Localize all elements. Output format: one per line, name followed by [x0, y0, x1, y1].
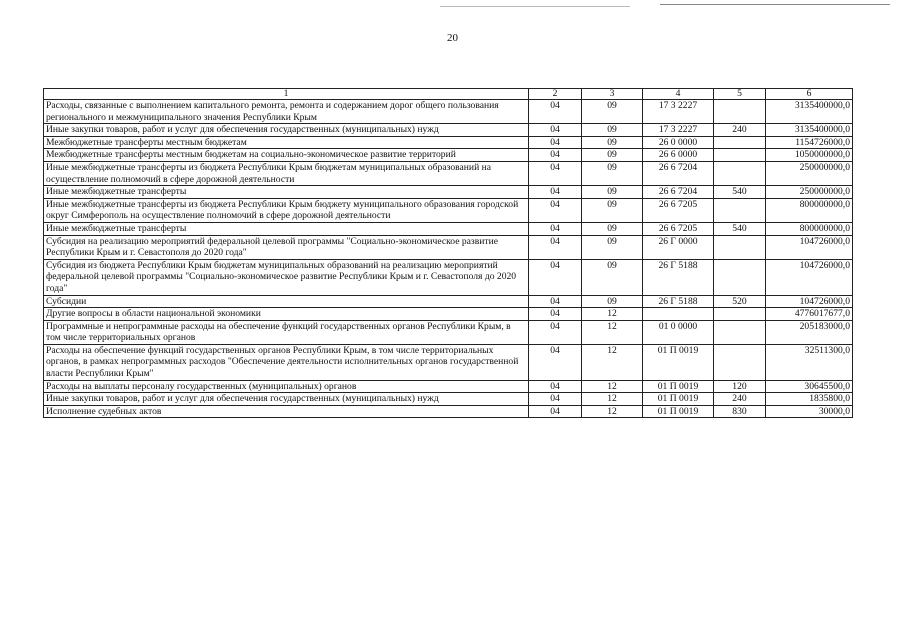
row-subsection-cell: 12	[582, 344, 643, 380]
row-target-cell: 26 Г 5188	[643, 259, 714, 295]
table-row	[44, 308, 853, 321]
row-section-cell: 04	[529, 161, 582, 185]
row-target-cell: 26 6 7205	[643, 198, 714, 222]
row-section-cell: 04	[529, 235, 582, 259]
table-row	[44, 259, 853, 295]
row-section-cell: 04	[529, 295, 582, 308]
row-sum-cell: 30000,0	[766, 405, 853, 418]
row-name-cell: Иные межбюджетные трансферты	[44, 222, 529, 235]
row-subsection-cell: 09	[582, 136, 643, 149]
row-target-cell: 01 П 0019	[643, 393, 714, 406]
row-expense-type-cell: 120	[714, 380, 766, 393]
table-row	[44, 380, 853, 393]
row-expense-type-cell: 540	[714, 186, 766, 199]
table-row	[44, 344, 853, 380]
column-header: 4	[643, 89, 714, 100]
row-subsection-cell: 12	[582, 380, 643, 393]
column-header: 1	[44, 89, 529, 100]
row-name-cell: Межбюджетные трансферты местным бюджетам на социально-экономическое развитие территорий	[44, 149, 529, 162]
column-header: 6	[766, 89, 853, 100]
row-sum-cell: 250000000,0	[766, 186, 853, 199]
row-target-cell: 17 3 2227	[643, 124, 714, 137]
row-target-cell: 26 0 0000	[643, 136, 714, 149]
row-subsection-cell: 09	[582, 198, 643, 222]
row-expense-type-cell	[714, 161, 766, 185]
row-subsection-cell: 09	[582, 186, 643, 199]
table-row	[44, 405, 853, 418]
row-expense-type-cell	[714, 198, 766, 222]
row-name-cell: Иные межбюджетные трансферты	[44, 186, 529, 199]
row-section-cell: 04	[529, 149, 582, 162]
table-row	[44, 100, 853, 124]
row-section-cell: 04	[529, 198, 582, 222]
table-row	[44, 235, 853, 259]
row-name-cell: Субсидия на реализацию мероприятий федеральной целевой программы "Социально-экономическое развитие Республики Крым и г. Севастополя до 2020 года"	[44, 235, 529, 259]
row-subsection-cell: 12	[582, 320, 643, 344]
row-sum-cell: 205183000,0	[766, 320, 853, 344]
row-target-cell: 01 П 0019	[643, 344, 714, 380]
row-sum-cell: 104726000,0	[766, 235, 853, 259]
column-header: 3	[582, 89, 643, 100]
row-target-cell: 01 П 0019	[643, 380, 714, 393]
row-target-cell	[643, 308, 714, 321]
row-target-cell: 17 3 2227	[643, 100, 714, 124]
row-target-cell: 01 0 0000	[643, 320, 714, 344]
budget-table	[43, 88, 853, 418]
scan-artifact-line	[660, 4, 890, 5]
row-section-cell: 04	[529, 393, 582, 406]
row-name-cell: Субсидии	[44, 295, 529, 308]
row-expense-type-cell	[714, 235, 766, 259]
row-subsection-cell: 09	[582, 222, 643, 235]
row-section-cell: 04	[529, 186, 582, 199]
row-expense-type-cell	[714, 136, 766, 149]
table-row	[44, 295, 853, 308]
row-subsection-cell: 09	[582, 100, 643, 124]
row-name-cell: Иные межбюджетные трансферты из бюджета Республики Крым бюджетам муниципальных образований на осуществление полномочий в сфере дорожной деятельности	[44, 161, 529, 185]
row-section-cell: 04	[529, 380, 582, 393]
row-expense-type-cell	[714, 344, 766, 380]
row-subsection-cell: 09	[582, 295, 643, 308]
page-number: 20	[447, 32, 458, 44]
row-subsection-cell: 12	[582, 308, 643, 321]
table-row	[44, 186, 853, 199]
row-expense-type-cell: 240	[714, 124, 766, 137]
row-name-cell: Другие вопросы в области национальной экономики	[44, 308, 529, 321]
row-sum-cell: 3135400000,0	[766, 100, 853, 124]
row-expense-type-cell: 240	[714, 393, 766, 406]
row-sum-cell: 30645500,0	[766, 380, 853, 393]
table-row	[44, 320, 853, 344]
row-target-cell: 01 П 0019	[643, 405, 714, 418]
table-row	[44, 136, 853, 149]
table-body	[44, 100, 853, 418]
row-name-cell: Иные закупки товаров, работ и услуг для обеспечения государственных (муниципальных) нужд	[44, 124, 529, 137]
row-sum-cell: 3135400000,0	[766, 124, 853, 137]
table-row	[44, 149, 853, 162]
row-expense-type-cell: 540	[714, 222, 766, 235]
row-expense-type-cell: 520	[714, 295, 766, 308]
row-subsection-cell: 09	[582, 149, 643, 162]
row-name-cell: Исполнение судебных актов	[44, 405, 529, 418]
row-sum-cell: 32511300,0	[766, 344, 853, 380]
row-subsection-cell: 12	[582, 405, 643, 418]
row-sum-cell: 1835800,0	[766, 393, 853, 406]
row-expense-type-cell: 830	[714, 405, 766, 418]
row-sum-cell: 1050000000,0	[766, 149, 853, 162]
row-sum-cell: 250000000,0	[766, 161, 853, 185]
table-row	[44, 161, 853, 185]
row-target-cell: 26 6 7205	[643, 222, 714, 235]
row-section-cell: 04	[529, 308, 582, 321]
row-target-cell: 26 Г 0000	[643, 235, 714, 259]
row-section-cell: 04	[529, 136, 582, 149]
table-row	[44, 198, 853, 222]
row-section-cell: 04	[529, 124, 582, 137]
row-target-cell: 26 6 7204	[643, 161, 714, 185]
header-row	[44, 89, 853, 100]
row-name-cell: Программные и непрограммные расходы на обеспечение функций государственных органов Республики Крым, в том числе территориальных органов	[44, 320, 529, 344]
row-subsection-cell: 09	[582, 161, 643, 185]
row-name-cell: Расходы на выплаты персоналу государственных (муниципальных) органов	[44, 380, 529, 393]
row-section-cell: 04	[529, 344, 582, 380]
row-subsection-cell: 09	[582, 124, 643, 137]
row-expense-type-cell	[714, 320, 766, 344]
row-name-cell: Иные закупки товаров, работ и услуг для обеспечения государственных (муниципальных) нужд	[44, 393, 529, 406]
row-section-cell: 04	[529, 320, 582, 344]
table-row	[44, 124, 853, 137]
row-sum-cell: 1154726000,0	[766, 136, 853, 149]
table-header	[44, 89, 853, 100]
row-section-cell: 04	[529, 259, 582, 295]
row-name-cell: Расходы на обеспечение функций государственных органов Республики Крым, в том числе территориальных органов, в рамках непрограммных расходов "Обеспечение деятельности исполнительных органов государственной власти Республики Крым"	[44, 344, 529, 380]
row-expense-type-cell	[714, 149, 766, 162]
column-header: 5	[714, 89, 766, 100]
column-header: 2	[529, 89, 582, 100]
row-target-cell: 26 6 0000	[643, 149, 714, 162]
row-name-cell: Межбюджетные трансферты местным бюджетам	[44, 136, 529, 149]
row-subsection-cell: 09	[582, 235, 643, 259]
row-expense-type-cell	[714, 308, 766, 321]
row-expense-type-cell	[714, 259, 766, 295]
row-section-cell: 04	[529, 405, 582, 418]
table-row	[44, 222, 853, 235]
row-target-cell: 26 6 7204	[643, 186, 714, 199]
row-subsection-cell: 09	[582, 259, 643, 295]
row-expense-type-cell	[714, 100, 766, 124]
row-subsection-cell: 12	[582, 393, 643, 406]
row-target-cell: 26 Г 5188	[643, 295, 714, 308]
row-name-cell: Иные межбюджетные трансферты из бюджета Республики Крым бюджету муниципального образования городской округ Симферополь на осуществление полномочий в сфере дорожной деятельности	[44, 198, 529, 222]
row-sum-cell: 4776017677,0	[766, 308, 853, 321]
row-sum-cell: 104726000,0	[766, 295, 853, 308]
scan-artifact-line	[440, 6, 630, 7]
row-name-cell: Субсидия из бюджета Республики Крым бюджетам муниципальных образований на реализацию мероприятий федеральной целевой программы "Социально-экономическое развитие Республики Крым и г. Севастополя до 2020 года"	[44, 259, 529, 295]
row-section-cell: 04	[529, 222, 582, 235]
row-sum-cell: 800000000,0	[766, 198, 853, 222]
row-sum-cell: 104726000,0	[766, 259, 853, 295]
row-name-cell: Расходы, связанные с выполнением капитального ремонта, ремонта и содержанием дорог общего пользования регионального и межмуниципального значения Республики Крым	[44, 100, 529, 124]
table-row	[44, 393, 853, 406]
row-section-cell: 04	[529, 100, 582, 124]
row-sum-cell: 800000000,0	[766, 222, 853, 235]
